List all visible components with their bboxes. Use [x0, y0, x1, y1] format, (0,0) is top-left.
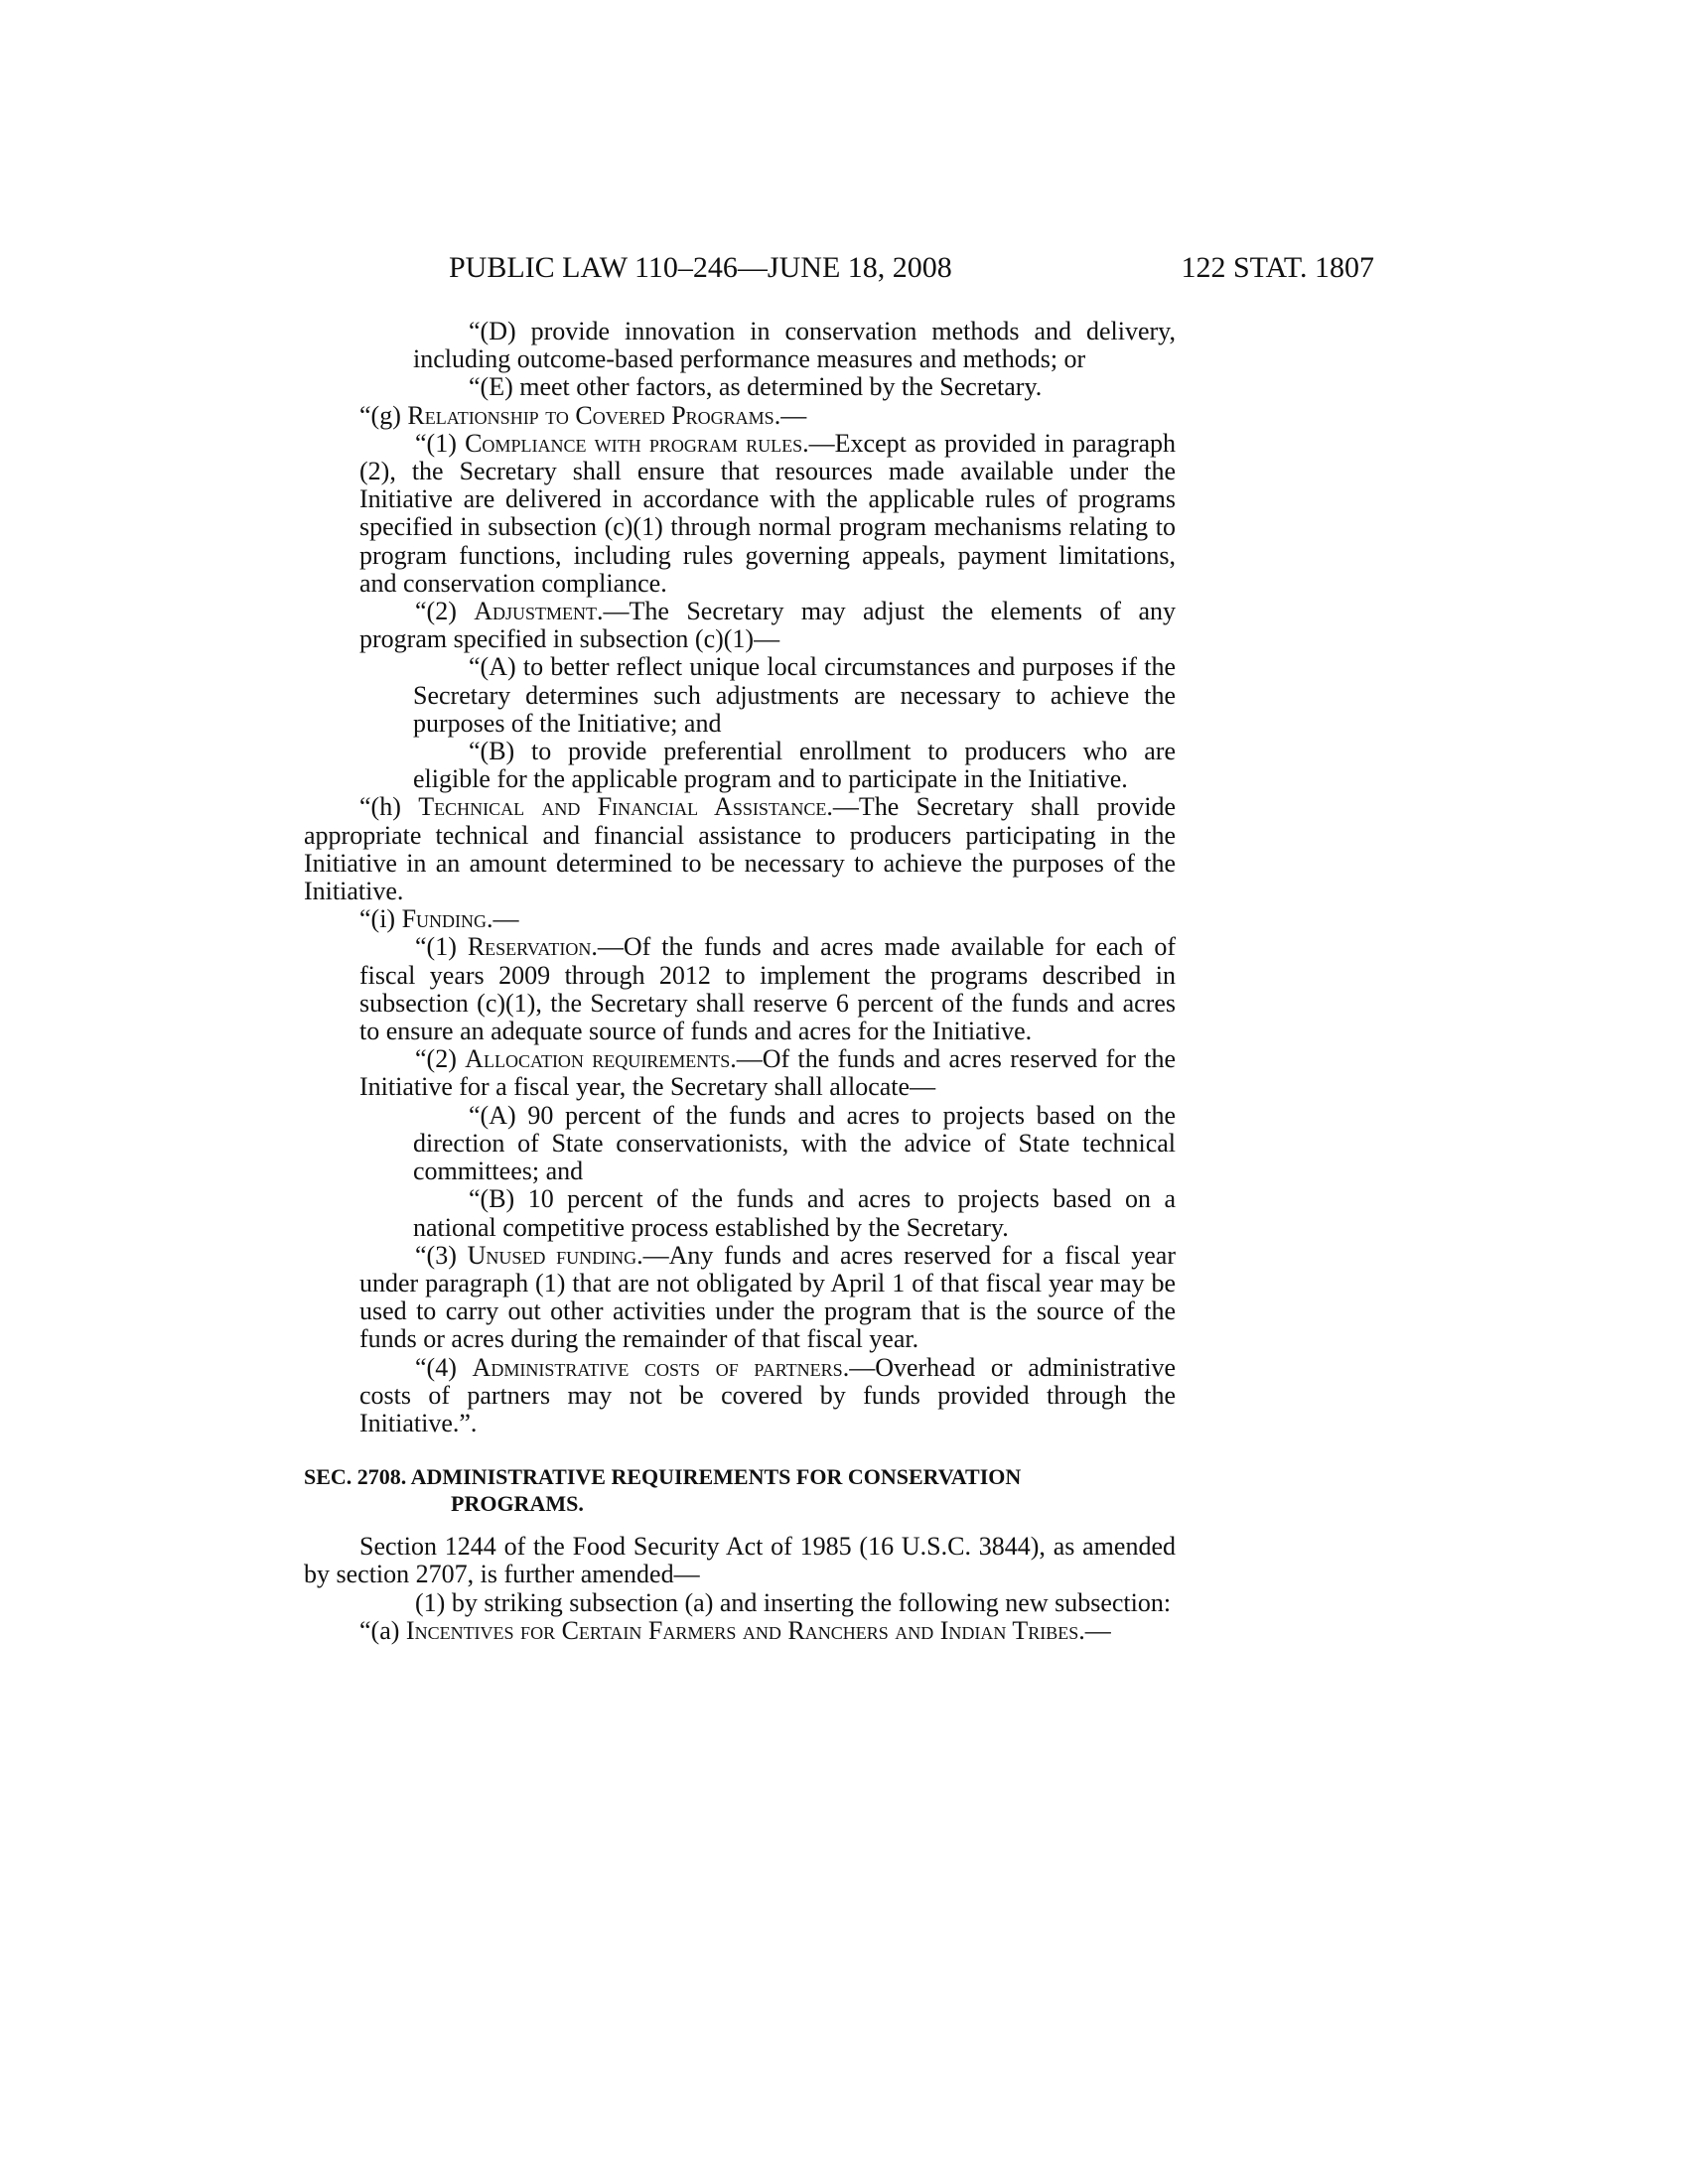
subsection-i-dash: .—	[487, 904, 519, 934]
subsection-g-number: “(g)	[359, 400, 408, 430]
section-2708-intro: Section 1244 of the Food Security Act of 1985 (16 U.S.C. 3844), as amended by section 2707, is further amended—	[304, 1532, 1176, 1589]
paragraph-i-1-number: “(1)	[415, 932, 468, 962]
paragraph-i-4-text: .—Overhead or administrative costs of partners may not be covered by funds provided through the Initiative.”.	[359, 1352, 1177, 1437]
subsection-g-dash: .—	[774, 400, 807, 430]
paragraph-g-1-text: .—Except as provided in paragraph (2), the Secretary shall ensure that resources made available under the Initiative are delivered in accordance with the applicable rules of programs specified in subsection (c)(1) through normal program mechanisms relating to program functions, including rules governing appeals, payment limitations, and conservation compliance.	[359, 428, 1176, 598]
paragraph-i-2-text: .—Of the funds and acres reserved for the Initiative for a fiscal year, the Secretary shall allocate—	[359, 1044, 1176, 1102]
subsection-a-number: “(a)	[359, 1615, 406, 1645]
subsection-h	[304, 793, 1176, 905]
paragraph-i-4	[304, 1354, 1176, 1438]
paragraph-g-2-number: “(2)	[415, 597, 475, 626]
subsection-i-number: “(i)	[359, 904, 402, 934]
paragraph-g-1	[304, 430, 1176, 598]
paragraph-i-3-text: .—Any funds and acres reserved for a fiscal year under paragraph (1) that are not obligated by April 1 of that fiscal year may be used to carry out other activities under the program that is the source of the funds or acres during the remainder of that fiscal year.	[359, 1240, 1177, 1354]
section-2708-heading-line1: SEC. 2708. ADMINISTRATIVE REQUIREMENTS FOR CONSERVATION	[304, 1464, 1022, 1490]
subsection-h-title: Technical and Financial Assistance	[418, 792, 827, 822]
paragraph-g-1-number: “(1)	[415, 428, 466, 458]
subsection-h-number: “(h)	[359, 792, 419, 822]
paragraph-i-1	[304, 933, 1176, 1045]
section-2708-para-1: (1) by striking subsection (a) and inserting the following new subsection:	[415, 1587, 1172, 1617]
paragraph-g-1-title: Compliance with program rules	[465, 428, 803, 458]
section-2708-heading-line2: PROGRAMS.	[451, 1491, 584, 1517]
subsection-a-title: Incentives for Certain Farmers and Ranchers and Indian Tribes	[405, 1615, 1079, 1645]
paragraph-i-2	[304, 1045, 1176, 1101]
paragraph-i-4-title: Administrative costs of partners	[472, 1352, 843, 1382]
paragraph-g-2-b: “(B) to provide preferential enrollment to producers who are eligible for the applicable program and to participate in the Initiative.	[413, 737, 1176, 794]
paragraph-i-2-b: “(B) 10 percent of the funds and acres to projects based on a national competitive process established by the Secretary.	[413, 1184, 1176, 1242]
subsection-h-text: .—The Secretary shall provide appropriate technical and financial assistance to producers participating in the Initiative in an amount determined to be necessary to achieve the purposes of the Initiative.	[304, 792, 1176, 906]
header-stat-page: 122 STAT. 1807	[1181, 251, 1374, 284]
running-header	[449, 248, 1374, 288]
subsection-a-dash: .—	[1078, 1615, 1111, 1645]
header-law-citation: PUBLIC LAW 110–246—JUNE 18, 2008	[449, 251, 952, 284]
paragraph-g-2-a: “(A) to better reflect unique local circumstances and purposes if the Secretary determines such adjustments are necessary to achieve the purposes of the Initiative; and	[413, 652, 1176, 738]
paragraph-subpara-e: “(E) meet other factors, as determined by the Secretary.	[469, 372, 1043, 402]
paragraph-i-3-number: “(3)	[415, 1240, 468, 1270]
paragraph-i-3-title: Unused funding	[467, 1240, 637, 1270]
paragraph-i-1-text: .—Of the funds and acres made available for each of fiscal years 2009 through 2012 to implement the programs described in subsection (c)(1), the Secretary shall reserve 6 percent of the funds and acres to ensure an adequate source of funds and acres for the Initiative.	[359, 932, 1177, 1046]
paragraph-i-4-number: “(4)	[415, 1352, 473, 1382]
paragraph-g-2	[304, 598, 1176, 653]
subsection-i-title: Funding	[401, 904, 488, 934]
paragraph-i-2-title: Allocation requirements	[465, 1044, 731, 1074]
paragraph-i-2-number: “(2)	[415, 1044, 466, 1074]
subsection-i-heading	[304, 905, 1176, 933]
paragraph-g-2-text: .—The Secretary may adjust the elements of any program specified in subsection (c)(1)—	[359, 597, 1177, 654]
subsection-g-heading	[304, 402, 1176, 430]
document-body	[304, 318, 1176, 1645]
paragraph-i-3	[304, 1242, 1176, 1354]
subsection-a-heading	[304, 1617, 1176, 1645]
paragraph-subpara-d: “(D) provide innovation in conservation methods and delivery, including outcome-based performance measures and methods; or	[413, 317, 1176, 374]
subsection-g-title: Relationship to Covered Programs	[407, 400, 774, 430]
paragraph-i-1-title: Reservation	[467, 932, 592, 962]
section-2708-heading	[304, 1463, 1176, 1517]
paragraph-i-2-a: “(A) 90 percent of the funds and acres to projects based on the direction of State conservationists, with the advice of State technical committees; and	[413, 1100, 1176, 1186]
paragraph-g-2-title: Adjustment	[474, 597, 598, 626]
